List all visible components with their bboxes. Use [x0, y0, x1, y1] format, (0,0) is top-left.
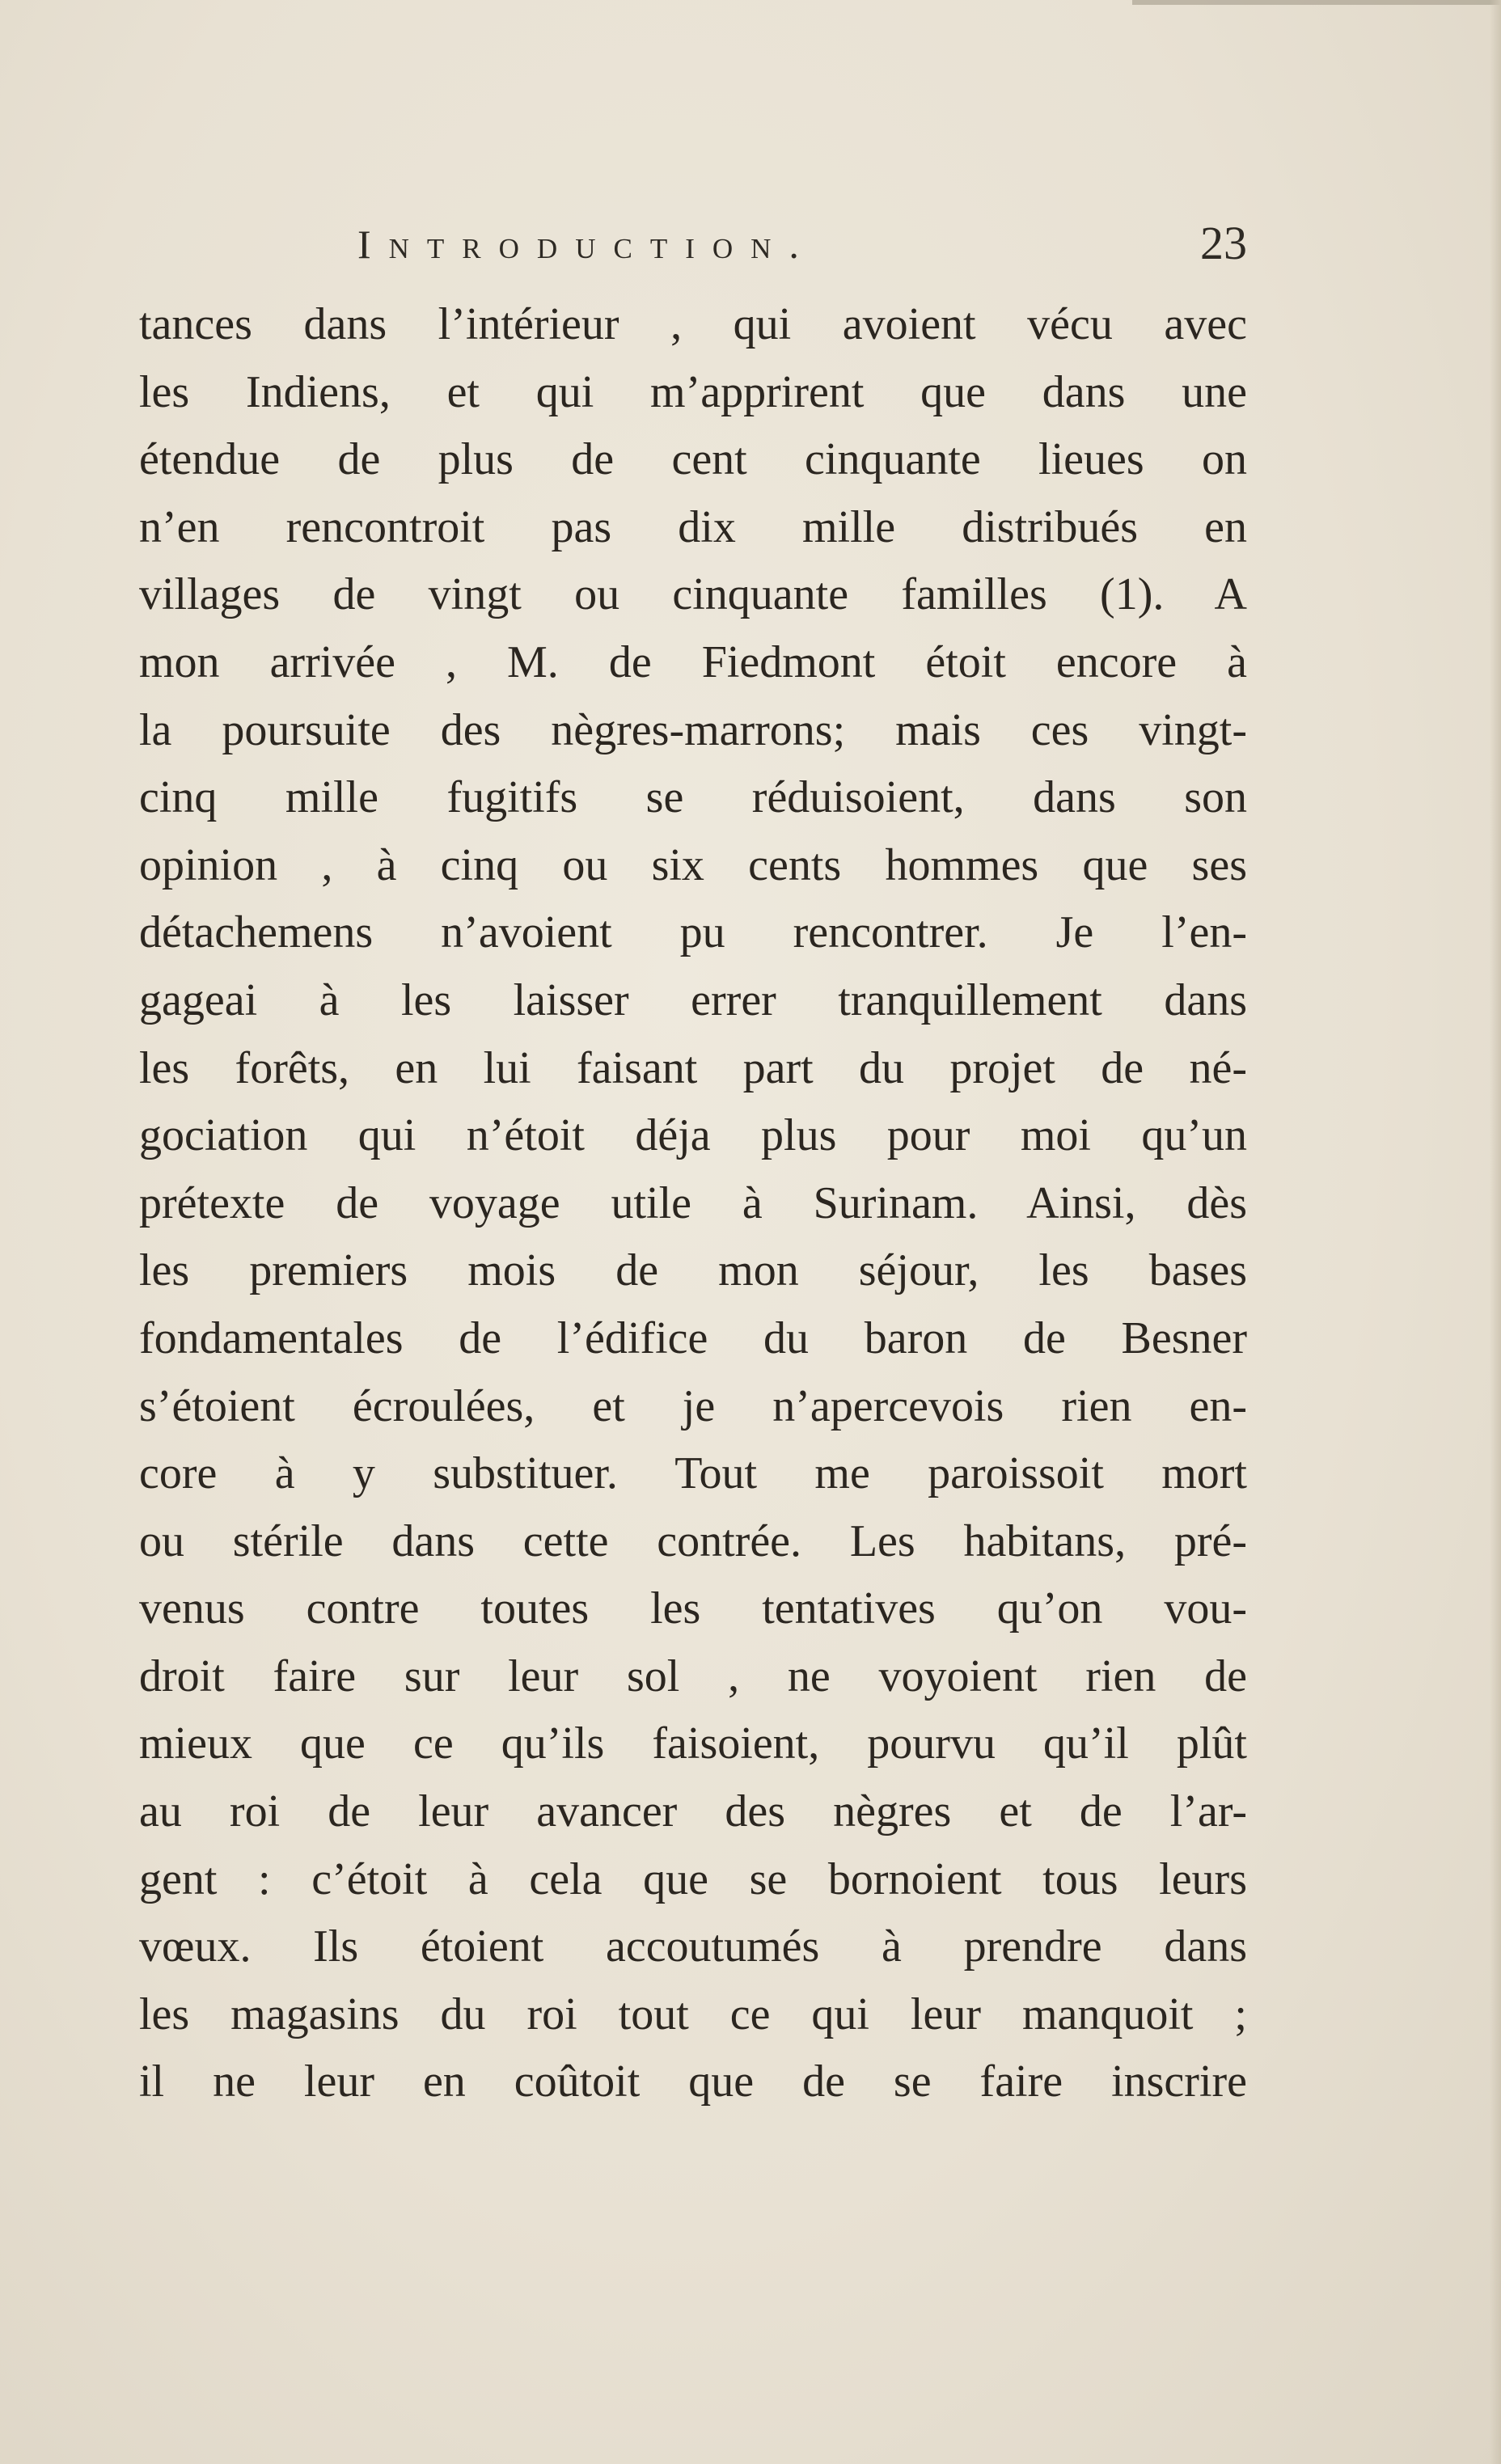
text-line: core à y substituer. Tout me paroissoit mort	[139, 1448, 1247, 1499]
text-line: droit faire sur leur sol , ne voyoient rien de	[139, 1650, 1247, 1701]
text-line: étendue de plus de cent cinquante lieues on	[139, 434, 1247, 485]
page-header	[139, 206, 1247, 279]
text-line: gageai à les laisser errer tranquillement dans	[139, 974, 1247, 1025]
page-number: 23	[1200, 217, 1247, 269]
text-line: les magasins du roi tout ce qui leur manquoit ;	[139, 1989, 1247, 2039]
text-line: mieux que ce qu’ils faisoient, pourvu qu’il plût	[139, 1718, 1247, 1769]
text-line: villages de vingt ou cinquante familles (1). A	[139, 569, 1247, 620]
text-line: gociation qui n’étoit déja plus pour moi qu’un	[139, 1110, 1247, 1161]
text-line: la poursuite des nègres-marrons; mais ces vingt-	[139, 704, 1247, 755]
text-line: les premiers mois de mon séjour, les bases	[139, 1245, 1247, 1296]
page-right-edge	[1490, 0, 1501, 2464]
text-line: cinq mille fugitifs se réduisoient, dans son	[139, 772, 1247, 823]
text-line: les Indiens, et qui m’apprirent que dans une	[139, 366, 1247, 417]
text-line: vœux. Ils étoient accoutumés à prendre dans	[139, 1921, 1247, 1972]
page-top-edge	[1132, 0, 1501, 5]
running-title: Introduction.	[357, 222, 817, 267]
text-line: au roi de leur avancer des nègres et de l’ar-	[139, 1786, 1247, 1837]
text-line: ou stérile dans cette contrée. Les habitans, pré-	[139, 1515, 1247, 1566]
text-line: venus contre toutes les tentatives qu’on vou-	[139, 1583, 1247, 1634]
text-line: les forêts, en lui faisant part du projet de né-	[139, 1042, 1247, 1093]
text-line: détachemens n’avoient pu rencontrer. Je l’en-	[139, 907, 1247, 958]
text-line: opinion , à cinq ou six cents hommes que ses	[139, 839, 1247, 890]
text-line: fondamentales de l’édifice du baron de Besner	[139, 1312, 1247, 1363]
text-line: s’étoient écroulées, et je n’apercevois rien en-	[139, 1380, 1247, 1431]
text-line: gent : c’étoit à cela que se bornoient tous leurs	[139, 1853, 1247, 1904]
text-line: il ne leur en coûtoit que de se faire inscrire	[139, 2056, 1247, 2107]
text-line: mon arrivée , M. de Fiedmont étoit encore à	[139, 636, 1247, 687]
text-line: prétexte de voyage utile à Surinam. Ainsi, dès	[139, 1177, 1247, 1228]
body-text	[139, 291, 1247, 2116]
text-line: tances dans l’intérieur , qui avoient vécu avec	[139, 299, 1247, 349]
text-line: n’en rencontroit pas dix mille distribués en	[139, 501, 1247, 552]
